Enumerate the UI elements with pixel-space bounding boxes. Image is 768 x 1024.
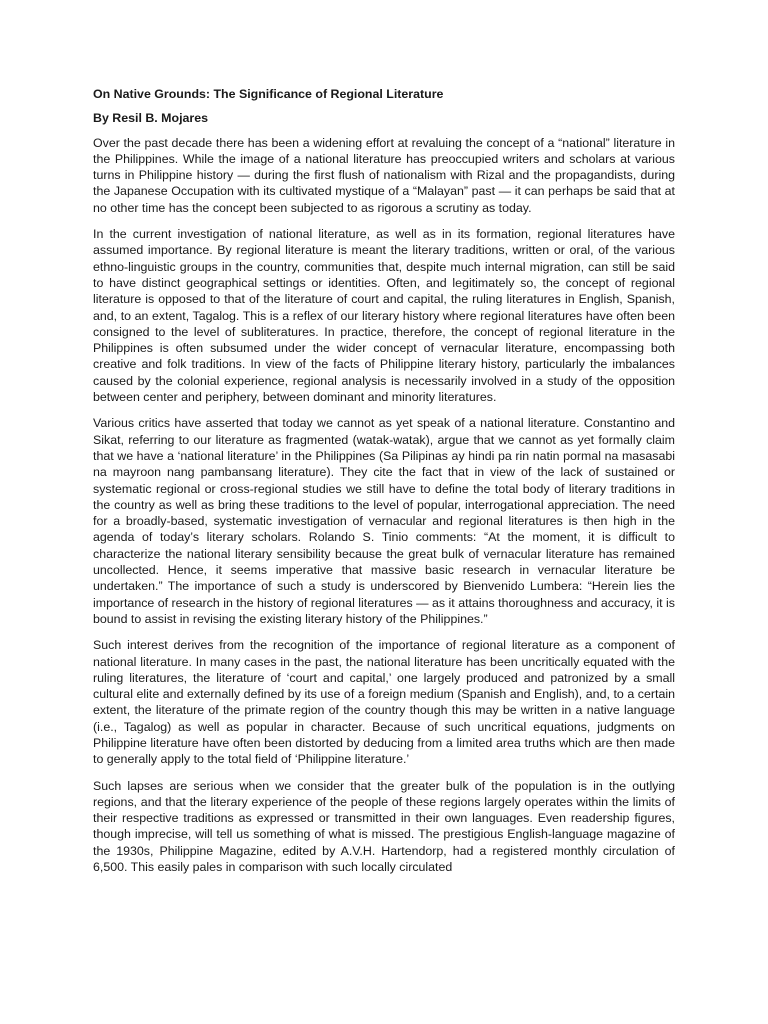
paragraph-5: Such lapses are serious when we consider that the greater bulk of the population is in the outlying regions, and that the literary experience of the people of these regions largely operates within the limits of their respective traditions as expressed or transmitted in their own languages. Even readership figures, though imprecise, will tell us something of what is missed. The prestigious English-language magazine of the 1930s, Philippine Magazine, edited by A.V.H. Hartendorp, had a registered monthly circulation of 6,500. This easily pales in comparison with such locally circulated bbox=[93, 778, 675, 875]
document-byline: By Resil B. Mojares bbox=[93, 111, 209, 126]
paragraph-4: Such interest derives from the recognition of the importance of regional literature as a component of national literature. In many cases in the past, the national literature has been uncritically equated with the ruling literatures, the literature of ‘court and capital,’ one largely produced and patronized by a small cultural elite and externally defined by its use of a foreign medium (Spanish and English), and, to a certain extent, the literature of the primate region of the country though this may be written in a native language (i.e., Tagalog) as well as popular in character. Because of such uncritical equations, judgments on Philippine literature have often been distorted by deducing from a limited area truths which are then made to generally apply to the total field of ‘Philippine literature.’ bbox=[93, 638, 675, 767]
paragraph-1: Over the past decade there has been a widening effort at revaluing the concept of a “national” literature in the Philippines. While the image of a national literature has preoccupied writers and scholars at various turns in Philippine history — during the first flush of nationalism with Rizal and the propagandists, during the Japanese Occupation with its cultivated mystique of a “Malayan” past — it can perhaps be said that at no other time has the concept been subjected to as rigorous a scrutiny as today. bbox=[93, 135, 675, 215]
paragraph-2: In the current investigation of national literature, as well as in its formation, regional literatures have assumed importance. By regional literature is meant the literary traditions, written or oral, of the various ethno-linguistic groups in the country, communities that, despite much internal migration, can still be said to have distinct geographical settings or identities. Often, and legitimately so, the concept of regional literature is opposed to that of the literature of court and capital, the ruling literatures in English, Spanish, and, to an extent, Tagalog. This is a reflex of our literary history where regional literatures have often been consigned to the level of subliteratures. In practice, therefore, the concept of regional literature in the Philippines is often subsumed under the wider concept of vernacular literature, encompassing both creative and folk traditions. In view of the facts of Philippine literary history, particularly the imbalances caused by the colonial experience, regional analysis is necessarily involved in a study of the opposition between center and periphery, between dominant and minority literatures. bbox=[93, 227, 675, 405]
document-title: On Native Grounds: The Significance of Regional Literature bbox=[93, 87, 444, 101]
paragraph-3: Various critics have asserted that today we cannot as yet speak of a national literature. Constantino and Sikat, referring to our literature as fragmented (watak-watak), argue that we cannot as yet formally claim that we have a ‘national literature’ in the Philippines (Sa Pilipinas ay hindi pa rin natin pormal na masasabi na mayroon nang pambansang literature). They cite the fact that in view of the lack of sustained or systematic regional or cross-regional studies we still have to define the total body of literary traditions in the country as well as bring these traditions to the level of popular, interrogational appreciation. The need for a broadly-based, systematic investigation of vernacular and regional literatures is then high in the agenda of today’s literary scholars. Rolando S. Tinio comments: “At the moment, it is difficult to characterize the national literary sensibility because the great bulk of vernacular literature has remained uncollected. Hence, it seems imperative that massive basic research in vernacular literature be undertaken.” The importance of such a study is underscored by Bienvenido Lumbera: “Herein lies the importance of research in the history of regional literatures — as it attains thoroughness and accuracy, it is bound to assist in revising the existing literary history of the Philippines.” bbox=[93, 416, 675, 626]
document-page bbox=[93, 86, 675, 885]
